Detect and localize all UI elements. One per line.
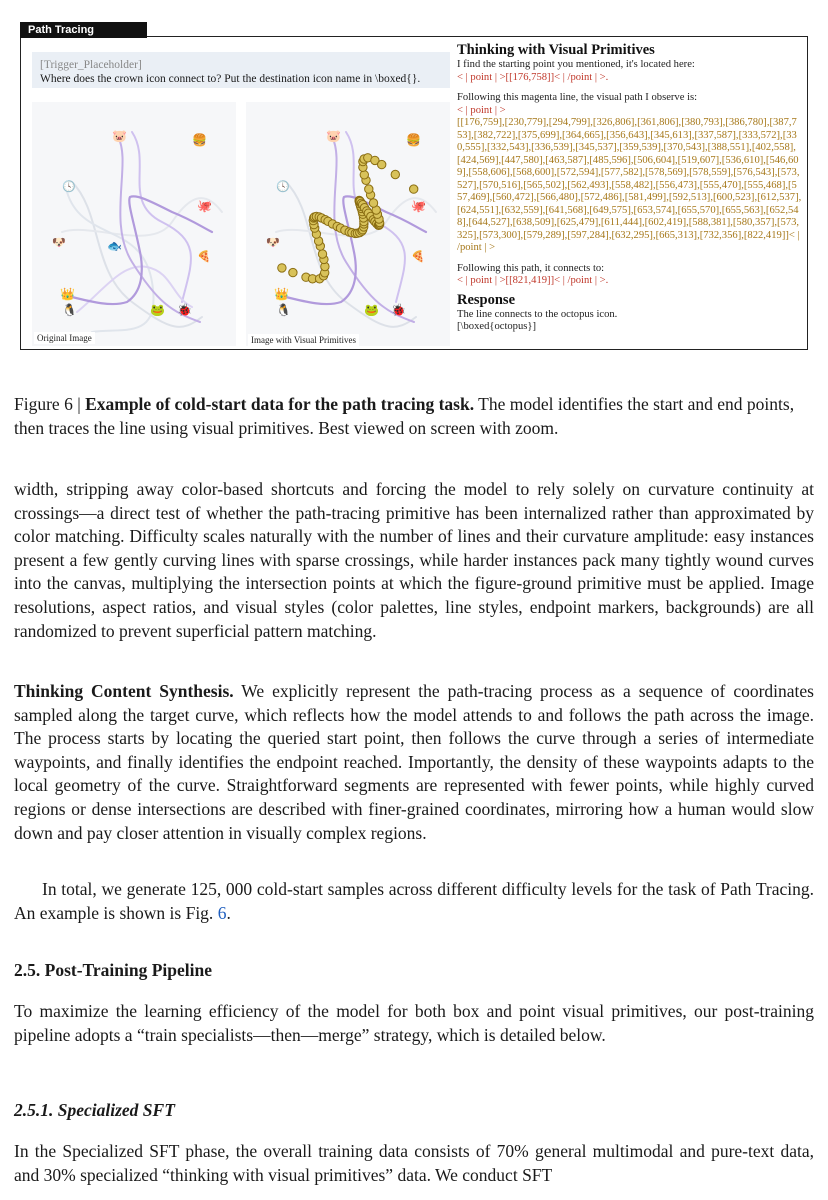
section-2-5-1-heading: 2.5.1. Specialized SFT	[14, 1100, 175, 1120]
crown-icon: 👑	[274, 287, 289, 301]
panel-line2-open: < | point | >	[457, 104, 506, 116]
panel-line3-tokens: < | point | >[[821,419]]< | /point | >.	[457, 275, 609, 286]
penguin-icon: 🐧	[276, 303, 291, 317]
penguin-icon: 🐧	[62, 303, 77, 317]
dog-icon: 🐶	[266, 236, 280, 249]
caption-bold: Example of cold-start data for the path tracing task.	[85, 394, 475, 414]
frog-icon: 🐸	[364, 303, 379, 317]
paragraph-3-text: In total, we generate 125, 000 cold-start samples across different difficulty levels for the task of Path Tracing. An example is shown is Fig.	[14, 879, 814, 923]
clock-icon: 🕓	[276, 180, 290, 193]
primitives-image-drawing	[246, 102, 450, 346]
paragraph-5: In the Specialized SFT phase, the overall training data consists of 70% general multimodal and pure-text data, and 30% specialized “thinking with visual primitives” data. We conduct SFT	[14, 1141, 814, 1185]
crown-icon: 👑	[60, 287, 75, 301]
caption-label: Figure 6 |	[14, 394, 86, 414]
primitive-point	[369, 199, 377, 207]
panel-title: Thinking with Visual Primitives	[457, 42, 655, 58]
pizza-icon: 🍕	[197, 250, 211, 263]
panel-line1: I find the starting point you mentioned, it's located here:	[457, 59, 695, 70]
panel-line2: Following this magenta line, the visual path I observe is:	[457, 92, 698, 103]
figure-caption	[14, 392, 814, 440]
primitives-image	[246, 102, 450, 346]
primitive-point	[278, 264, 286, 272]
dog-icon: 🐶	[52, 236, 66, 249]
response-line2: [\boxed{octopus}]	[457, 321, 537, 332]
clock-icon: 🕓	[62, 180, 76, 193]
caption-rest: The model identifies the start and end points, then traces the line using visual primitives. Best viewed on screen with zoom.	[14, 394, 795, 438]
paragraph-3-end: .	[226, 902, 231, 923]
prompt-placeholder: [Trigger_Placeholder]	[40, 59, 142, 71]
section-2-5-heading: 2.5. Post-Training Pipeline	[14, 960, 213, 980]
primitive-point	[391, 170, 399, 178]
paragraph-3	[14, 878, 814, 925]
panel-line3: Following this path, it connects to:	[457, 262, 605, 274]
prompt-box	[32, 52, 450, 88]
primitive-point	[378, 160, 386, 168]
burger-icon: 🍔	[192, 133, 207, 147]
paragraph-2-heading: Thinking Content Synthesis.	[14, 681, 234, 701]
primitive-point	[360, 171, 368, 179]
figure-tab: Path Tracing	[20, 22, 147, 38]
original-image	[32, 102, 236, 346]
burger-icon: 🍔	[406, 133, 421, 147]
original-image-drawing	[32, 102, 236, 346]
ladybug-icon: 🐞	[177, 303, 192, 317]
primitive-point	[318, 250, 326, 258]
ladybug-icon: 🐞	[391, 303, 406, 317]
thinking-panel	[457, 42, 802, 334]
primitive-point	[289, 268, 297, 276]
fish-icon: 🐟	[107, 239, 122, 253]
paragraph-2	[14, 680, 814, 845]
response-title: Response	[457, 291, 516, 308]
octopus-icon: 🐙	[411, 199, 426, 213]
pig-icon: 🐷	[326, 129, 341, 143]
paragraph-4: To maximize the learning efficiency of the model for both box and point visual primitives, our post-training pipeline adopts a “train specialists—then—merge” strategy, which is detailed below.	[14, 1001, 814, 1045]
pizza-icon: 🍕	[411, 250, 425, 263]
primitives-image-caption: Image with Visual Primitives	[248, 334, 359, 346]
frog-icon: 🐸	[150, 303, 165, 317]
primitive-point	[410, 185, 418, 193]
figure-ref-link[interactable]: 6	[217, 902, 227, 923]
response-line1: The line connects to the octopus icon.	[457, 308, 618, 320]
paragraph-1: width, stripping away color-based shortcuts and forcing the model to rely solely on curvature continuity at crossings—a direct test of whether the path-tracing primitive has been internalized rather than approximated by color matching. Difficulty scales naturally with the number of lines and their curvature amplitude: easy instances present a few gently curving lines with sparse crossings, while harder instances pack many tightly wound curves into the canvas, multiplying the intersection points at which the figure-ground primitive must be applied. Image resolutions, aspect ratios, and visual styles (color palettes, line styles, endpoint markers, backgrounds) are all randomized to prevent superficial pattern matching.	[14, 479, 814, 641]
primitive-point	[365, 185, 373, 193]
panel-line1-tokens: < | point | >[[176,758]]< | /point | >.	[457, 71, 609, 83]
panel-coords: [[176,759],[230,779],[294,799],[326,806],[361,806],[380,793],[386,780],[387,753],[382,722],[375,699],[364,665],[356,643],[345,613],[337,587],[333,572],[330,555],[332,543],[336,539],[345,537],[359,539],[370,543],[388,551],[402,558],[424,569],[447,580],[463,587],[485,596],[506,604],[519,607],[536,610],[546,609],[558,606],[568,600],[572,594],[577,582],[578,569],[578,559],[576,543],[573,527],[570,516],[565,502],[562,493],[558,482],[556,473],[555,470],[555,468],[557,469],[560,472],[566,480],[572,486],[581,499],[592,513],[600,523],[612,537],[624,551],[632,559],[641,568],[649,575],[653,574],[655,570],[655,563],[652,548],[644,527],[638,509],[625,479],[611,444],[602,419],[588,381],[580,357],[573,325],[573,300],[579,289],[597,284],[632,295],[665,313],[732,356],[822,419]]< | /point | >	[457, 117, 802, 253]
octopus-icon: 🐙	[197, 199, 212, 213]
prompt-question: Where does the crown icon connect to? Put the destination icon name in \boxed{}.	[40, 73, 421, 85]
pig-icon: 🐷	[112, 129, 127, 143]
paragraph-2-text: We explicitly represent the path-tracing process as a sequence of coordinates sampled along the target curve, which reflects how the model attends to and follows the path across the image. The process starts by locating the queried start point, then follows the curve through a series of intermediate waypoints, and finally identifies the endpoint reached. Importantly, the density of these waypoints adapts to the local geometry of the curve. Straightforward segments are represented with fewer points, while highly curved regions or dense intersections are described with finer-grained coordinates, mirroring how a human would slow down and pay closer attention in visually complex regions.	[14, 681, 814, 843]
original-image-caption: Original Image	[34, 332, 95, 344]
